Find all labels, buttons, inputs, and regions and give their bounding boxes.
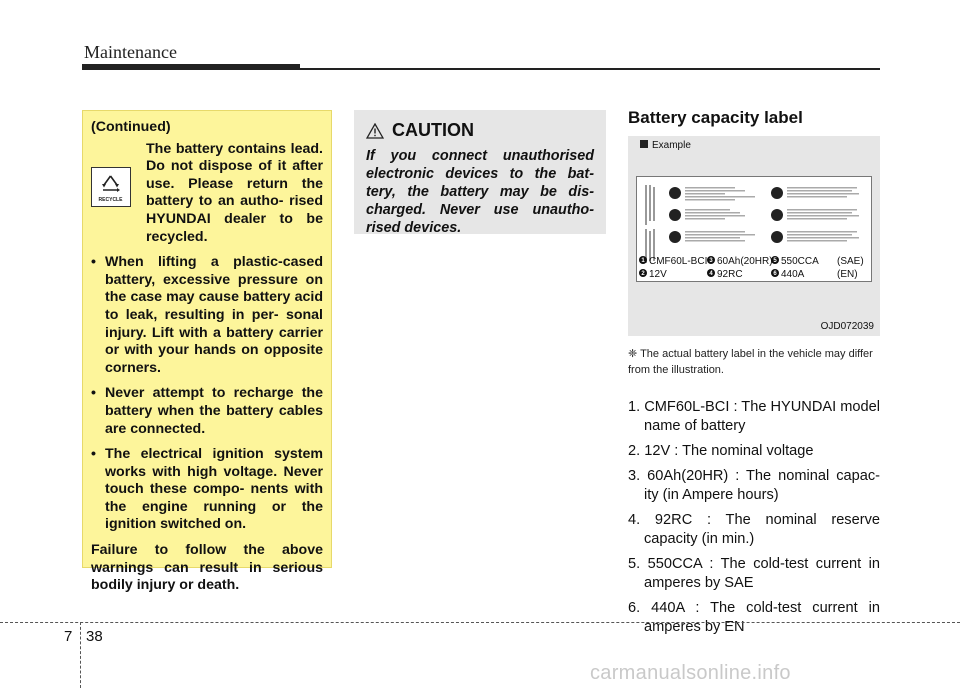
warning-bullet: • When lifting a plastic-cased battery, excessive pressure on the case may cause battery acid to leak, resulting in per- sonal injury. Lift with a battery carrier or with your hands on opposite corners. xyxy=(91,254,323,376)
list-item: 3. 60Ah(20HR) : The nominal capac- ity (in Ampere hours) xyxy=(628,468,880,503)
marker-3: 3 xyxy=(709,258,713,264)
caution-title: CAUTION xyxy=(392,120,474,140)
battery-label-figure xyxy=(628,136,880,336)
page-number: 38 xyxy=(86,628,103,645)
warning-bullet: • The electrical ignition system works with high voltage. Never touch these compo- nents with the engine running or the ignition switched on. xyxy=(91,446,323,533)
plate-rc: 92RC xyxy=(717,269,743,280)
square-bullet-icon xyxy=(640,140,648,148)
list-item: 5. 550CCA : The cold-test current in amperes by SAE xyxy=(628,556,880,591)
warning-box xyxy=(82,110,332,594)
figure-note: ❈ The actual battery label in the vehicle may differ from the illustration. xyxy=(628,348,873,376)
recycle-icon xyxy=(91,167,131,207)
marker-5: 5 xyxy=(773,258,777,264)
list-item: 2. 12V : The nominal voltage xyxy=(628,443,814,459)
caution-text: If you connect unauthorised electronic devices to the bat- tery, the battery may be dis- charged. Never use unautho- rised devices. xyxy=(366,148,594,236)
example-text: Example xyxy=(652,140,691,151)
caution-heading xyxy=(366,120,594,141)
footer-divider xyxy=(80,622,81,688)
plate-en-current: 440A xyxy=(781,269,805,280)
warning-triangle-icon xyxy=(366,123,384,139)
caution-box xyxy=(354,110,606,234)
marker-6: 6 xyxy=(773,271,777,277)
figure-code: OJD072039 xyxy=(820,321,874,332)
plate-en: (EN) xyxy=(837,269,858,280)
footer-rule xyxy=(0,622,960,623)
recycle-icon-label: RECYCLE xyxy=(98,196,123,203)
example-label xyxy=(640,140,691,151)
marker-1: 1 xyxy=(641,258,645,264)
watermark: carmanualsonline.info xyxy=(590,662,791,684)
list-item: 4. 92RC : The nominal reserve capacity (in min.) xyxy=(628,512,880,547)
marker-4: 4 xyxy=(709,271,713,277)
warning-bullet-text: Never attempt to recharge the battery when the battery cables are connected. xyxy=(105,385,323,437)
list-item: 6. 440A : The cold-test current in amperes by EN xyxy=(628,600,880,635)
battery-label-items xyxy=(628,398,880,643)
recycle-row xyxy=(91,141,323,247)
plate-capacity: 60Ah(20HR) xyxy=(717,256,773,267)
warning-final: Failure to follow the above warnings can result in serious bodily injury or death. xyxy=(91,542,323,594)
recycle-text: The battery contains lead. Do not dispose of it after use. Please return the battery to an autho- rised HYUNDAI dealer to be recycled. xyxy=(146,140,323,245)
warning-bullet-text: When lifting a plastic-cased battery, excessive pressure on the case may cause battery acid to leak, resulting in per- sonal injury. Lift with a battery carrier or with your hands on opposite corners. xyxy=(105,254,323,376)
warning-bullet-text: The electrical ignition system works with high voltage. Never touch these compo- nents with the engine running or the ignition switched on. xyxy=(105,446,323,533)
plate-sae: (SAE) xyxy=(837,256,864,267)
plate-cca: 550CCA xyxy=(781,256,819,267)
plate-model: CMF60L-BCI xyxy=(649,256,708,267)
header-rule-thick xyxy=(82,64,300,70)
header-rule-thin xyxy=(300,68,880,70)
list-item: 1. CMF60L-BCI : The HYUNDAI model name of battery xyxy=(628,399,880,434)
warning-bullets xyxy=(91,254,323,534)
section-title: Maintenance xyxy=(84,42,177,62)
chapter-number: 7 xyxy=(64,628,73,645)
battery-label-plate xyxy=(636,176,872,282)
plate-voltage: 12V xyxy=(649,269,667,280)
warning-bullet: • Never attempt to recharge the battery when the battery cables are connected. xyxy=(91,385,323,437)
battery-label-heading: Battery capacity label xyxy=(628,108,803,127)
marker-2: 2 xyxy=(641,271,645,277)
continued-label: (Continued) xyxy=(91,119,171,135)
